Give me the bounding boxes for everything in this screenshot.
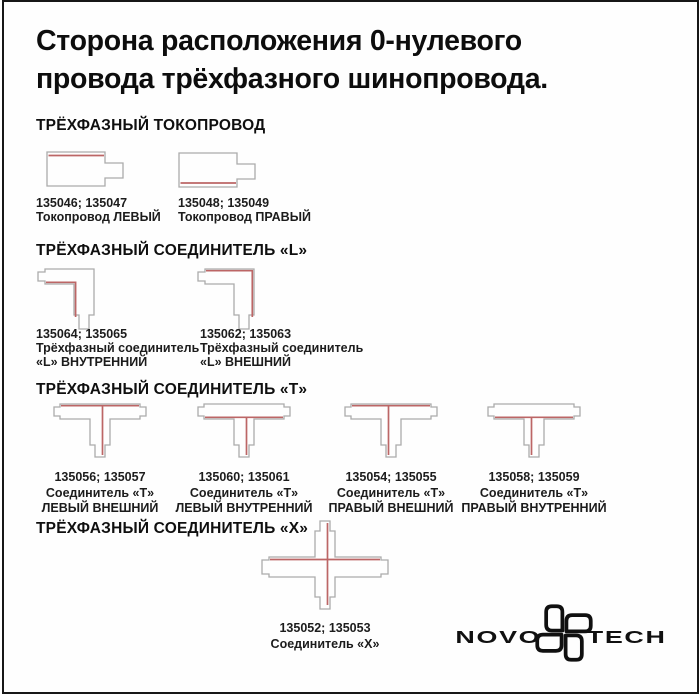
item-label <box>316 470 466 517</box>
diagram-l-outer <box>198 267 260 331</box>
neutral-wire-line <box>495 417 573 455</box>
item-name: Трёхфазный соединитель <box>200 341 364 355</box>
item-codes: 135058; 135059 <box>488 470 580 484</box>
neutral-wire-line <box>270 523 380 605</box>
connector-outline <box>262 521 388 609</box>
item-label <box>25 470 175 517</box>
connector-outline <box>38 269 94 329</box>
item-name: ЛЕВЫЙ ВНЕШНИЙ <box>41 501 159 515</box>
page-title-line2: провода трёхфазного шинопровода. <box>36 63 548 95</box>
section-header-x-connector: ТРЁХФАЗНЫЙ СОЕДИНИТЕЛЬ «Х» <box>36 520 309 537</box>
item-name: ЛЕВЫЙ ВНУТРЕННИЙ <box>175 501 313 515</box>
item-label <box>178 196 311 224</box>
logo-text-novo: NOVO <box>455 627 542 648</box>
diagram-l-inner <box>38 267 100 331</box>
neutral-wire-line <box>352 406 430 455</box>
item-codes: 135052; 135053 <box>279 621 371 635</box>
section-header-track: ТРЁХФАЗНЫЙ ТОКОПРОВОД <box>36 117 266 134</box>
item-codes: 135048; 135049 <box>178 196 270 210</box>
connector-outline <box>179 153 255 187</box>
logo-text-tech: TECH <box>586 627 667 648</box>
item-name: ПРАВЫЙ ВНЕШНИЙ <box>328 501 454 515</box>
neutral-wire-line <box>46 282 76 317</box>
item-name: Соединитель «Т» <box>336 485 446 500</box>
diagram-t-right-outer <box>345 402 437 460</box>
item-name: Соединитель «Х» <box>270 636 380 651</box>
connector-outline <box>54 404 146 457</box>
item-codes: 135054; 135055 <box>345 470 437 484</box>
item-codes: 135056; 135057 <box>54 470 146 484</box>
neutral-wire-line <box>205 417 283 455</box>
diagram-t-left-inner <box>198 402 290 460</box>
item-label <box>262 621 388 652</box>
neutral-wire-line <box>206 271 252 317</box>
item-name: «L» ВНУТРЕННИЙ <box>36 355 148 369</box>
item-name: Соединитель «Т» <box>45 485 155 500</box>
section-header-l-connector: ТРЁХФАЗНЫЙ СОЕДИНИТЕЛЬ «L» <box>36 242 308 259</box>
connector-outline <box>47 152 123 186</box>
item-codes: 135060; 135061 <box>198 470 290 484</box>
item-name: «L» ВНЕШНИЙ <box>200 355 291 369</box>
diagram-t-right-inner <box>488 402 580 460</box>
item-name: Токопровод ЛЕВЫЙ <box>36 210 161 224</box>
novotech-pinwheel-icon <box>534 600 594 666</box>
diagram-track-right <box>178 152 256 188</box>
diagram-t-left-outer <box>54 402 146 460</box>
item-name: Соединитель «Т» <box>189 485 299 500</box>
connector-outline <box>198 404 290 457</box>
diagram-track-left <box>46 151 124 187</box>
item-label <box>169 470 319 517</box>
item-label <box>36 196 161 224</box>
diagram-x-connector <box>262 521 388 609</box>
neutral-wire-line <box>61 406 139 455</box>
page-title <box>36 22 676 98</box>
item-name: Токопровод ПРАВЫЙ <box>178 210 311 224</box>
connector-outline <box>198 269 254 329</box>
item-name: ПРАВЫЙ ВНУТРЕННИЙ <box>461 501 607 515</box>
item-codes: 135062; 135063 <box>200 327 292 341</box>
item-label <box>36 327 199 369</box>
item-label <box>200 327 363 369</box>
item-name: Трёхфазный соединитель <box>36 341 200 355</box>
connector-outline <box>488 404 580 457</box>
item-codes: 135064; 135065 <box>36 327 128 341</box>
section-header-t-connector: ТРЁХФАЗНЫЙ СОЕДИНИТЕЛЬ «Т» <box>36 381 308 398</box>
item-name: Соединитель «Т» <box>479 485 589 500</box>
connector-outline <box>345 404 437 457</box>
item-codes: 135046; 135047 <box>36 196 128 210</box>
item-label <box>459 470 609 517</box>
novotech-logo <box>448 596 674 670</box>
page-title-line1: Сторона расположения 0-нулевого <box>36 25 522 57</box>
